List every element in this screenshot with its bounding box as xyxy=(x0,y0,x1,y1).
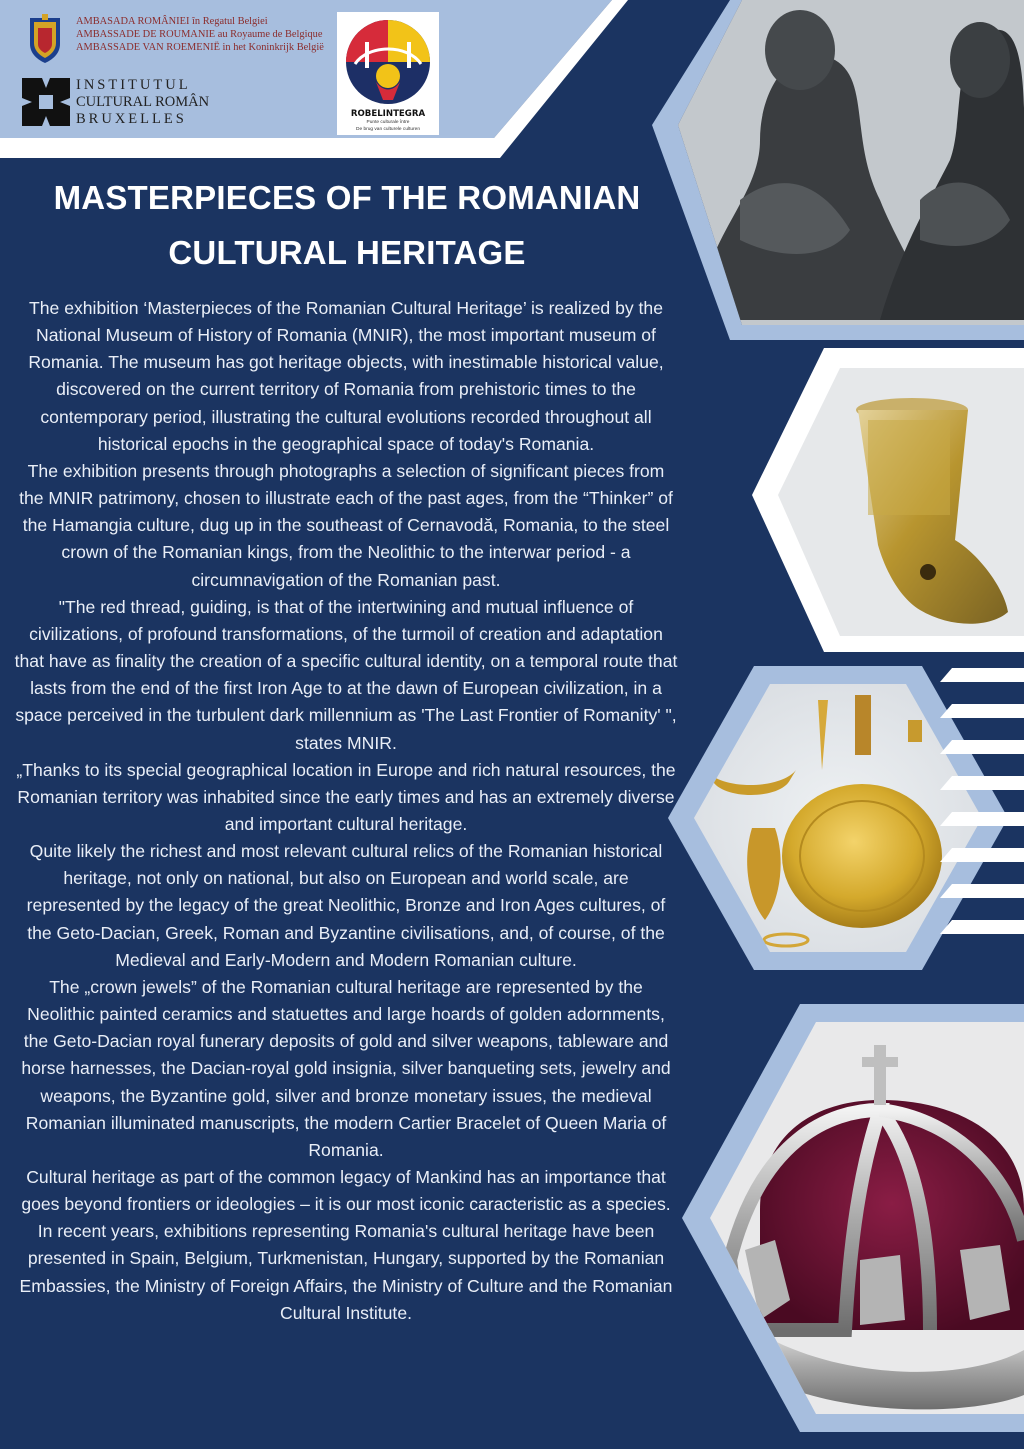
embassy-line-fr: AMBASSADE DE ROUMANIE au Royaume de Belgique xyxy=(76,29,323,40)
embassy-line-nl: AMBASSADE VAN ROEMENIË in het Koninkrijk België xyxy=(76,42,324,53)
paragraph: The exhibition presents through photographs a selection of significant pieces from the MNIR patrimony, chosen to illustrate each of the past ages, from the “Thinker” of the Hamangia culture, dug up in the southeast of Cernavodă, Romania, to the steel crown of the Romanian kings, from the Neolithic to the interwar period - a circumnavigation of the Romanian past. xyxy=(19,460,673,590)
partner-name: ROBELINTEGRA xyxy=(350,109,426,119)
paragraph: „Thanks to its special geographical location in Europe and rich natural resources, the Romanian territory was inhabited since the early times and has an extremely diverse and important cultural heritage. xyxy=(16,759,676,834)
robelintegra-logo xyxy=(337,12,439,135)
page-title xyxy=(22,170,672,280)
article-body xyxy=(14,295,678,1327)
embassy-names xyxy=(76,15,336,54)
thinker-statuettes-photo xyxy=(678,0,1024,325)
embassy-line-ro: AMBASADA ROMÂNIEI în Regatul Belgiei xyxy=(76,16,268,27)
partner-tagline-2: De brug van culturele culturen xyxy=(356,127,420,132)
institute-line-1: INSTITUTUL xyxy=(76,77,191,93)
icr-logo-icon xyxy=(22,78,70,126)
paragraph: The exhibition ‘Masterpieces of the Romanian Cultural Heritage’ is realized by the National Museum of History of Romania (MNIR), the most important museum of Romania. The museum has got heritage objects, with inestimable historical value, discovered on the current territory of Romania from prehistoric times to the contemporary period, illustrating the cultural evolutions recorded throughout all historical epochs in the geographical space of today's Romania. xyxy=(28,298,664,454)
title-line-2: CULTURAL HERITAGE xyxy=(168,234,526,271)
institute-line-2: CULTURAL ROMÂN xyxy=(76,94,210,110)
steel-crown-photo xyxy=(710,1022,1024,1414)
paragraph: "The red thread, guiding, is that of the intertwining and mutual influence of civilizations, of profound transformations, of the turmoil of creation and adaptation that have as finality the creation of a specific cultural identity, on a temporal route that lasts from the end of the first Iron Age to at the dawn of European civilization, in a space perceived in the turbulent dark millennium as 'The Last Frontier of Romanity' ", states MNIR. xyxy=(14,596,678,753)
paragraph: In recent years, exhibitions representing Romania's cultural heritage have been presented in Spain, Belgium, Turkmenistan, Hungary, supported by the Romanian Embassies, the Ministry of Foreign Affairs, the Ministry of Culture and the Romanian Cultural Institute. xyxy=(19,1221,673,1323)
robelintegra-emblem-icon xyxy=(343,16,433,108)
title-line-1: MASTERPIECES OF THE ROMANIAN xyxy=(53,179,641,216)
paragraph: Cultural heritage as part of the common legacy of Mankind has an importance that goes beyond frontiers or ideologies – it is our most iconic caracteristic as a species. xyxy=(21,1167,671,1215)
partner-tagline-1: Punte culturale între xyxy=(366,120,410,125)
decorative-stripes xyxy=(940,668,1024,950)
paragraph: Quite likely the richest and most relevant cultural relics of the Romanian historical heritage, not only on national, but also on European and world scale, are represented by the legacy of the great Neolithic, Bronze and Iron Ages cultures, of the Geto-Dacian, Greek, Roman and Byzantine civilisations, and, of course, of the Medieval and Early-Modern and Modern Romanian culture. xyxy=(26,841,666,970)
romania-coat-of-arms-icon xyxy=(24,14,66,64)
institute-line-3: BRUXELLES xyxy=(76,111,187,127)
institute-name xyxy=(76,77,209,128)
paragraph: The „crown jewels” of the Romanian cultural heritage are represented by the Neolithic painted ceramics and statuettes and large hoards of golden adornments, the Geto-Dacian royal funerary deposits of gold and silver weapons, tableware and horse harnesses, the Dacian-royal gold insignia, silver banqueting sets, jewelry and weapons, the Byzantine gold, silver and bronze monetary issues, the medieval Romanian illuminated manuscripts, the modern Cartier Bracelet of Queen Maria of Romania. xyxy=(21,976,671,1160)
